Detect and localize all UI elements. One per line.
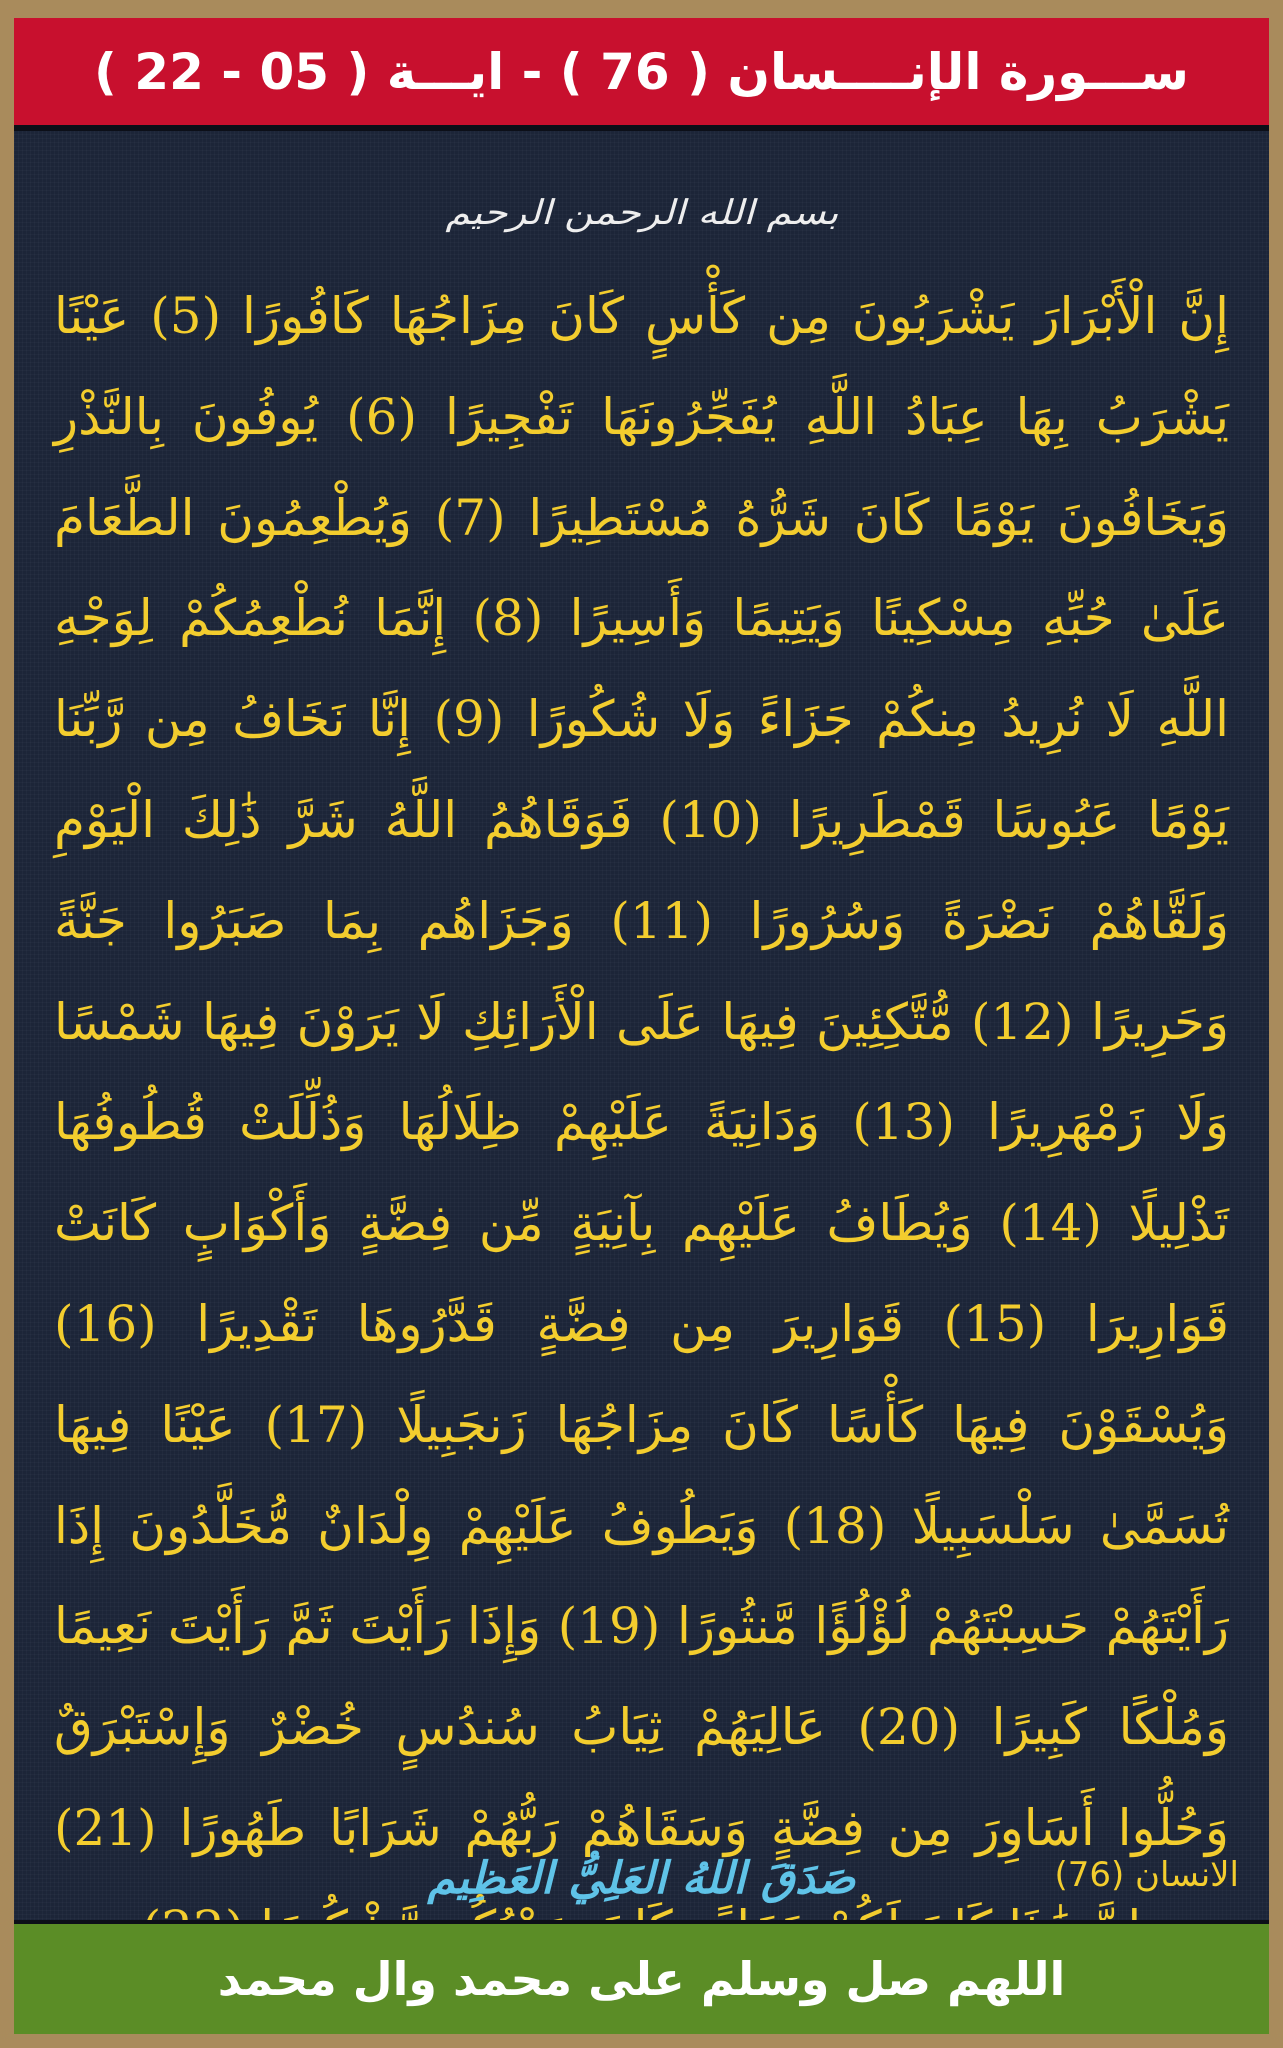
surah-title: ســـورة الإنــــسان ( 76 ) - ايـــة ( 05 - 22 )	[94, 42, 1189, 101]
salawat-text: اللهم صل وسلم على محمد وال محمد	[217, 1952, 1066, 2006]
salawat-bar	[14, 1920, 1269, 2034]
basmala-text: بسم الله الرحمن الرحيم	[444, 193, 838, 233]
basmala	[14, 178, 1269, 248]
closing-phrase: صَدَقَ اللهُ العَلِيُّ العَظِيم	[427, 1852, 856, 1904]
footer-row	[14, 1833, 1269, 1923]
quran-page	[14, 18, 1269, 2034]
verses-text: إِنَّ الْأَبْرَارَ يَشْرَبُونَ مِن كَأْسٍ كَانَ مِزَاجُهَا كَافُورًا (5) عَيْنًا يَشْرَبُ بِهَا عِبَادُ اللَّهِ يُفَجِّرُونَهَا تَفْجِيرًا (6) يُوفُونَ بِالنَّذْرِ وَيَخَافُونَ يَوْمًا كَانَ شَرُّهُ مُسْتَطِيرًا (7) وَيُطْعِمُونَ الطَّعَامَ عَلَىٰ حُبِّهِ مِسْكِينًا وَيَتِيمًا وَأَسِيرًا (8) إِنَّمَا نُطْعِمُكُمْ لِوَجْهِ اللَّهِ لَا نُرِيدُ مِنكُمْ جَزَاءً وَلَا شُكُورًا (9) إِنَّا نَخَافُ مِن رَّبِّنَا يَوْمًا عَبُوسًا قَمْطَرِيرًا (10) فَوَقَاهُمُ اللَّهُ شَرَّ ذَٰلِكَ الْيَوْمِ وَلَقَّاهُمْ نَضْرَةً وَسُرُورًا (11) وَجَزَاهُم بِمَا صَبَرُوا جَنَّةً وَحَرِيرًا (12) مُّتَّكِئِينَ فِيهَا عَلَى الْأَرَائِكِ لَا يَرَوْنَ فِيهَا شَمْسًا وَلَا زَمْهَرِيرًا (13) وَدَانِيَةً عَلَيْهِمْ ظِلَالُهَا وَذُلِّلَتْ قُطُوفُهَا تَذْلِيلًا (14) وَيُطَافُ عَلَيْهِم بِآنِيَةٍ مِّن فِضَّةٍ وَأَكْوَابٍ كَانَتْ قَوَارِيرَا (15) قَوَارِيرَ مِن فِضَّةٍ قَدَّرُوهَا تَقْدِيرًا (16) وَيُسْقَوْنَ فِيهَا كَأْسًا كَانَ مِزَاجُهَا زَنجَبِيلًا (17) عَيْنًا فِيهَا تُسَمَّىٰ سَلْسَبِيلًا (18) وَيَطُوفُ عَلَيْهِمْ وِلْدَانٌ مُّخَلَّدُونَ إِذَا رَأَيْتَهُمْ حَسِبْتَهُمْ لُؤْلُؤًا مَّنثُورًا (19) وَإِذَا رَأَيْتَ ثَمَّ رَأَيْتَ نَعِيمًا وَمُلْكًا كَبِيرًا (20) عَالِيَهُمْ ثِيَابُ سُندُسٍ خُضْرٌ وَإِسْتَبْرَقٌ وَحُلُّوا أَسَاوِرَ مِن فِضَّةٍ وَسَقَاهُمْ رَبُّهُمْ شَرَابًا طَهُورًا (21)	[54, 287, 1230, 1857]
surah-header	[14, 18, 1269, 131]
surah-reference: الانسان (76)	[1054, 1855, 1239, 1895]
